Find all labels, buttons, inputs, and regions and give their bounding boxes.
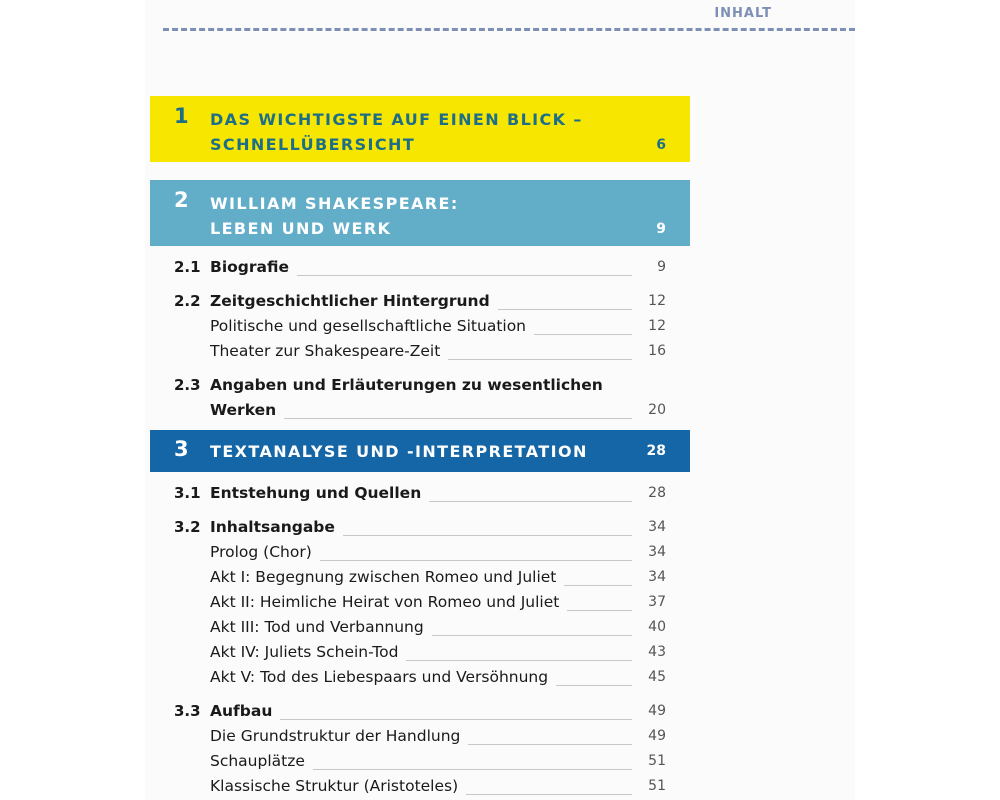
page-number: 12: [648, 318, 666, 334]
section-number: 3.2: [174, 518, 201, 536]
chapter-title-line-1: WILLIAM SHAKESPEARE:: [210, 194, 459, 213]
section-title: Inhaltsangabe: [210, 518, 343, 536]
subsection-title: Akt III: Tod und Verbannung: [210, 618, 432, 636]
section-number: 2.3: [174, 376, 201, 394]
toc-entry[interactable]: [150, 314, 690, 339]
chapter-2-banner[interactable]: [150, 180, 690, 246]
section-title: Biografie: [210, 258, 297, 276]
page-number: 40: [648, 619, 666, 635]
page-number: 49: [648, 728, 666, 744]
chapter-page: 9: [656, 221, 666, 237]
toc-entry[interactable]: [150, 749, 690, 774]
toc-entry[interactable]: [150, 339, 690, 364]
chapter-number: 1: [174, 104, 189, 128]
page-number: 37: [648, 594, 666, 610]
toc-entry[interactable]: [150, 540, 690, 565]
page-number: 34: [648, 519, 666, 535]
toc-entry-continued[interactable]: [150, 398, 690, 423]
chapter-title-line-1: DAS WICHTIGSTE AUF EINEN BLICK –: [210, 110, 583, 129]
toc-entry[interactable]: [150, 699, 690, 724]
chapter-page: 6: [656, 137, 666, 153]
subsection-title: Akt V: Tod des Liebespaars und Versöhnung: [210, 668, 556, 686]
subsection-title: Theater zur Shakespeare-Zeit: [210, 342, 448, 360]
page-number: 28: [648, 485, 666, 501]
page-number: 9: [657, 259, 666, 275]
chapter-page: 28: [646, 443, 666, 459]
page-number: 45: [648, 669, 666, 685]
toc-entry[interactable]: [150, 590, 690, 615]
toc-entry[interactable]: [150, 373, 690, 398]
subsection-title: Die Grundstruktur der Handlung: [210, 727, 468, 745]
subsection-title: Schauplätze: [210, 752, 313, 770]
page-number: 43: [648, 644, 666, 660]
toc-entry[interactable]: [150, 724, 690, 749]
header-label: INHALT: [714, 6, 772, 21]
chapter-title: TEXTANALYSE UND -INTERPRETATION: [210, 442, 588, 461]
toc-entry[interactable]: [150, 665, 690, 690]
toc-entry[interactable]: [150, 615, 690, 640]
toc-entry[interactable]: [150, 481, 690, 506]
section-title: Zeitgeschichtlicher Hintergrund: [210, 292, 498, 310]
toc-entry[interactable]: [150, 515, 690, 540]
section-number: 2.1: [174, 258, 201, 276]
section-number: 3.1: [174, 484, 201, 502]
subsection-title: Akt I: Begegnung zwischen Romeo und Juliet: [210, 568, 564, 586]
chapter-title-line-2: SCHNELLÜBERSICHT: [210, 135, 416, 154]
page-number: 12: [648, 293, 666, 309]
chapter-3-sections: [150, 472, 690, 799]
page-number: 20: [648, 402, 666, 418]
chapter-title-line-2: LEBEN UND WERK: [210, 219, 392, 238]
page-number: 51: [648, 778, 666, 794]
header-rule: [163, 28, 855, 31]
page-number: 49: [648, 703, 666, 719]
section-title: Entstehung und Quellen: [210, 484, 429, 502]
toc-entry[interactable]: [150, 255, 690, 280]
section-title: Angaben und Erläuterungen zu wesentlichen: [210, 376, 603, 394]
chapter-number: 2: [174, 188, 189, 212]
chapter-1-banner[interactable]: [150, 96, 690, 162]
page-number: 16: [648, 343, 666, 359]
chapter-3-banner[interactable]: [150, 430, 690, 472]
toc-entry[interactable]: [150, 565, 690, 590]
section-number: 2.2: [174, 292, 201, 310]
chapter-number: 3: [174, 437, 189, 461]
subsection-title: Prolog (Chor): [210, 543, 320, 561]
subsection-title: Akt II: Heimliche Heirat von Romeo und Juliet: [210, 593, 567, 611]
toc-entry[interactable]: [150, 774, 690, 799]
chapter-2-sections: [150, 246, 690, 430]
page-number: 34: [648, 569, 666, 585]
table-of-contents: [150, 96, 690, 799]
page-number: 51: [648, 753, 666, 769]
subsection-title: Klassische Struktur (Aristoteles): [210, 777, 466, 795]
section-number: 3.3: [174, 702, 201, 720]
section-title: Aufbau: [210, 702, 280, 720]
chapter-title: [210, 191, 459, 241]
toc-entry[interactable]: [150, 640, 690, 665]
toc-entry[interactable]: [150, 289, 690, 314]
chapter-title: [210, 107, 583, 157]
section-title-continued: Werken: [210, 401, 284, 419]
page-number: 34: [648, 544, 666, 560]
subsection-title: Akt IV: Juliets Schein-Tod: [210, 643, 406, 661]
subsection-title: Politische und gesellschaftliche Situation: [210, 317, 534, 335]
